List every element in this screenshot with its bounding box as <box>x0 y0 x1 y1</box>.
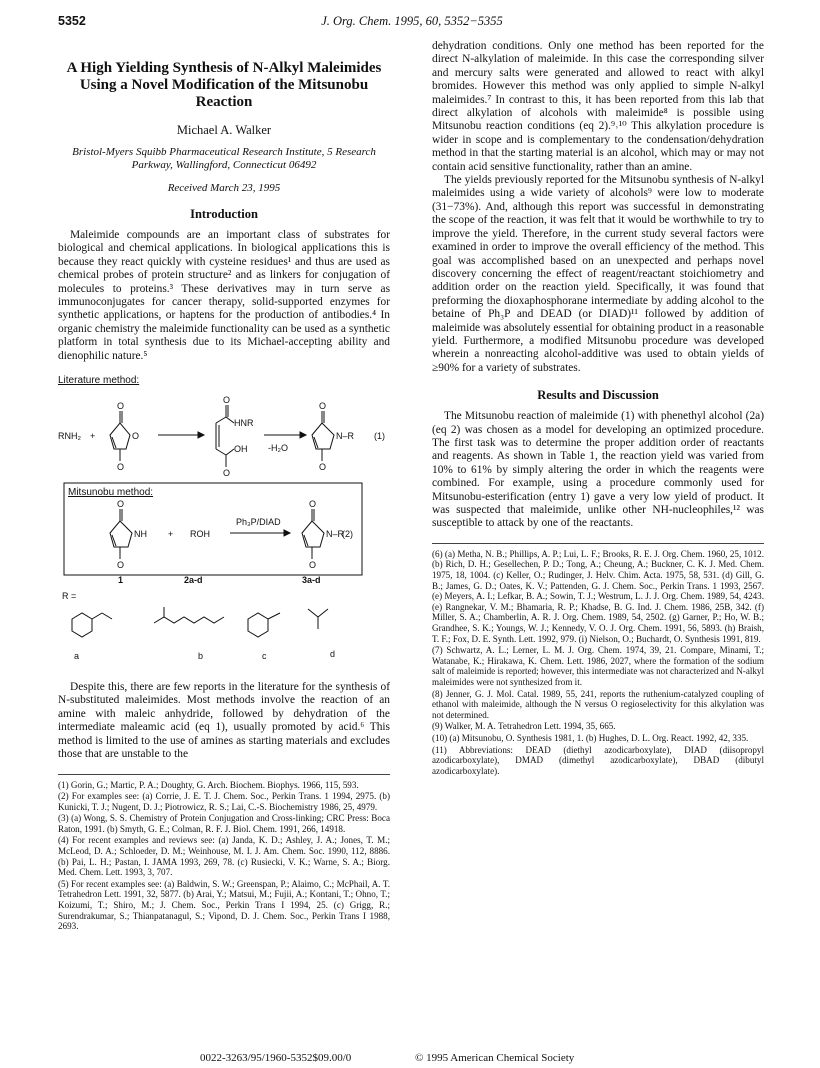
substituent-d <box>308 609 335 659</box>
oxygen-label: O <box>117 560 125 571</box>
oxygen-label: O <box>117 462 125 473</box>
compound-1-label: 1 <box>118 575 124 586</box>
right-column <box>432 40 764 777</box>
oxygen-label: O <box>117 401 125 412</box>
oxygen-label: O <box>132 431 140 442</box>
footnote: (7) Schwartz, A. L.; Lerner, L. M. J. Org. Chem. 1974, 39, 21. Compare, Minami, T.; Watanabe, K.; Hirakawa, K. Chem. Lett. 1986, 2027, where the formation of the sodium salt of maleimide is reported; however, this intermediate was not characterized and N-alkyl maleimides were not synthesized from it. <box>432 645 764 687</box>
footnote: (8) Jenner, G. J. Mol. Catal. 1989, 55, 241, reports the ruthenium-catalyzed coupling of ethanol with maleimide, although the N versus O regioselectivity for this alkylation was not determined. <box>432 688 764 720</box>
substituent-c-label: c <box>262 651 267 662</box>
mitsunobu-method-label: Mitsunobu method: <box>68 487 154 499</box>
plus-sign: + <box>90 431 96 442</box>
body-paragraph: The yields previously reported for the Mitsunobu synthesis of N-alkyl maleimides using a wide variety of alcohols⁹ were low to moderate (31−73%). And, although this report was successful in demonstrating the scope of the reaction, it was felt that it would be worthwhile to try to improve the yield. Therefore, in the current study several factors were examined in order to improve the overall efficiency of the method. This goal was accomplished based on an unexpected and perhaps novel discovery concerning the effect of reagent/reactant stoichiometry and addition order on the reaction yield. Specifically, it was found that preforming the dioxaphosphorane intermediate by adding alcohol to the betaine of Ph₃P and DEAD (or DIAD)¹¹ followed by addition of maleimide was absolutely essential for obtaining product in a reasonable yield. Furthermore, a modified Mitsunobu procedure was developed wherein a nonreacting alcohol-additive was used to obtain yields of ≥90% for a variety of substrates. <box>432 174 764 374</box>
footnote: (5) For recent examples see: (a) Baldwin, S. W.; Greenspan, P.; Alaimo, C.; McPhail, A. T. Tetrahedron Lett. 1991, 32, 5877. (b) Arai, Y.; Matsui, M.; Fujii, A.; Kontani, T.; Ohno, T.; Koizumi, T.; Shiro, M.; J. Chem. Soc., Perkin Trans I 1994, 25. (c) Grigg, R.; Surendrakumar, S.; Thianpatanagul, S.; Vipond, D. J. Chem. Soc., Perkin Trans I 1988, 2693. <box>58 878 390 932</box>
reaction-scheme <box>58 373 390 673</box>
maleic-anhydride-structure <box>110 401 139 472</box>
oh-label: OH <box>234 444 248 455</box>
footnote: (6) (a) Metha, N. B.; Phillips, A. P.; Lui, L. F.; Brooks, R. E. J. Org. Chem. 1960, 25, 1012. (b) Rich, D. H.; Gesellechen, P. D.; Tong, A.; Cheung, A.; Buckner, C. K. J. Med. Chem. 1975, 18, 1004. (c) Keller, O.; Rudinger, J. Helv. Chim. Acta. 1975, 58, 531. (d) Gill, G. B.; James, G. D.; Oates, K. V.; Pattenden, G. J. Chem. Soc., Perkin Trans. 1 1993, 2567. (e) Meyers, A. I.; Lefkar, B. A.; Sowin, T. J.; Westrum, L. J. J. Org. Chem. 1989, 54, 4243. (e) Rangnekar, V. M.; Bhamaria, R. P.; Khadse, B. G. Ind. J. Chem. 1986, 25B, 342. (f) Miller, S. A.; Chamberlin, A. R. J. Org. Chem. 1989, 54, 2502. (g) Garner, P.; Ho, W. B.; Grandhee, S. K.; Youngs, W. J.; Kennedy, V. O. J. Org. Chem. 1991, 56, 5893. (h) Braish, T. F.; Fox, D. E. Synth. Lett. 1992, 979. (i) Nielson, O.; Buchardt, O. Synthesis 1991, 819. <box>432 548 764 644</box>
journal-citation: J. Org. Chem. 1995, 60, 5352−5355 <box>321 14 503 28</box>
article-title: A High Yielding Synthesis of N-Alkyl Maleimides Using a Novel Modification of the Mitsunobu Reaction <box>66 60 382 110</box>
footnote: (4) For recent examples and reviews see: (a) Janda, K. D.; Ashley, J. A.; Jones, T. M.; McLeod, D. A.; Schloeder, D. M.; Weinhouse, M. I. J. Am. Chem. Soc. 1990, 112, 8886. (b) Pai, L. H.; Pastan, I. JAMA 1993, 269, 78. (c) Rusiecki, V. K.; Warne, S. A.; Biorg. Med. Chem. Lett. 1993, 3, 707. <box>58 835 390 878</box>
results-paragraph-1: The Mitsunobu reaction of maleimide (1) with phenethyl alcohol (2a) (eq 2) was chosen as a model for developing an optimized procedure. The first task was to determine the proper addition order of reactants and reagents. As shown in Table 1, the reaction yield was varied from 10% to 61% by simply altering the order in which the reagents were combined. For example, using a procedure commonly used for Mitsunobu-esterification (entry 1) gave a very low yield of product. It was suspected that maleimide, unlike other NH-nucleophiles,¹² was susceptible to attack by one of the reactants. <box>432 410 764 530</box>
oxygen-label: O <box>309 560 317 571</box>
substituent-c <box>248 613 280 661</box>
compound-2-label: 2a-d <box>184 575 203 586</box>
equation-2-number: (2) <box>342 529 353 540</box>
footnote: (3) (a) Wong, S. S. Chemistry of Protein Conjugation and Cross-linking; CRC Press: Boca Raton, 1991. (b) Smyth, G. E.; Colman, R. F. J. Biol. Chem. 1991, 266, 14918. <box>58 813 390 834</box>
product-maleimide-structure <box>302 499 345 570</box>
oxygen-label: O <box>117 499 125 510</box>
nh-label: NH <box>134 529 147 540</box>
literature-method-label: Literature method: <box>58 375 140 387</box>
compound-3-label: 3a-d <box>302 575 321 586</box>
rnh2-label: RNH₂ <box>58 431 81 442</box>
left-column <box>58 40 390 933</box>
n-r-label: N–R <box>326 529 345 540</box>
footnote: (9) Walker, M. A. Tetrahedron Lett. 1994, 35, 665. <box>432 721 616 732</box>
oxygen-label: O <box>309 499 317 510</box>
substituent-b-label: b <box>198 651 204 662</box>
footnote: (11) Abbreviations: DEAD (diethyl azodicarboxylate), DIAD (diisopropyl azodicarboxylate), DMAD (dimethyl azodicarboxylate), DBAD (dibutyl azodicarboxylate). <box>432 744 764 776</box>
substituent-a-label: a <box>74 651 80 662</box>
substituent-d-label: d <box>330 649 336 660</box>
oxygen-label: O <box>319 462 327 473</box>
copyright-notice: © 1995 American Chemical Society <box>415 1052 575 1064</box>
section-heading-results: Results and Discussion <box>537 388 659 403</box>
r-equals-label: R = <box>62 591 77 602</box>
author-name: Michael A. Walker <box>176 123 272 137</box>
n-r-label: N–R <box>336 431 355 442</box>
equation-1-number: (1) <box>374 431 385 442</box>
intro-paragraph-2: Despite this, there are few reports in the literature for the synthesis of N-substituted maleimides. Most methods involve the reaction of an amine with maleic anhydride, followed by dehydration of the intermediate maleamic acid (eq 1), usually promoted by acid.⁶ This method is limited to the use of amines as starting materials and excludes those that are unstable to the <box>58 681 390 761</box>
received-date: Received March 23, 1995 <box>167 182 281 194</box>
running-header <box>58 14 766 30</box>
footnotes-left <box>58 774 390 932</box>
footnote: (10) (a) Mitsunobu, O. Synthesis 1981, 1. (b) Hughes, D. L. Org. React. 1992, 42, 335. <box>432 732 749 743</box>
page-number: 5352 <box>58 14 86 28</box>
substituent-a <box>72 613 112 661</box>
plus-sign: + <box>168 529 174 540</box>
roh-label: ROH <box>190 529 210 540</box>
footnote: (2) For examples see: (a) Corrie, J. E. T. J. Chem. Soc., Perkin Trans. 1 1994, 2975. (b) Kunicki, T. J.; Nugent, D. J.; Piotrowicz, R. S.; Lai, C.-S. Biochemistry 1986, 25, 4979. <box>58 791 390 812</box>
oxygen-label: O <box>223 395 231 406</box>
oxygen-label: O <box>223 468 231 479</box>
mitsunobu-reagent-label: Ph₃P/DIAD <box>236 517 281 528</box>
maleamic-acid-structure <box>216 395 254 478</box>
oxygen-label: O <box>319 401 327 412</box>
substituent-b <box>154 607 224 661</box>
footnotes-right <box>432 543 764 776</box>
article-code: 0022-3263/95/1960-5352$09.00/0 <box>200 1052 352 1064</box>
hnr-label: HNR <box>234 418 254 429</box>
intro-paragraph-1: Maleimide compounds are an important class of substrates for biological and chemical applications. In biological applications this is because they react quickly with cysteine residues¹ and thus are used as chemical probes of protein structure² and as linkers for conjugation of molecules to proteins.³ These derivatives may in turn serve as immunoconjugates for cancer therapy, solid-supported enzymes for synthetic applications, or haptens for the production of antibodies.⁴ In organic chemistry the maleimide functionality can be used as a synthetic platform in total synthesis due to its Michael-accepting ability and dienophilic nature.⁵ <box>58 229 390 362</box>
maleimide-structure <box>110 499 147 570</box>
author-affiliation: Bristol-Myers Squibb Pharmaceutical Research Institute, 5 Research Parkway, Wallingford, Connecticut 06492 <box>72 146 376 171</box>
body-paragraph-continued: dehydration conditions. Only one method has been reported for the direct N-alkylation of maleimide. In this case the corresponding silver and mercury salts were generated and allowed to react with alkyl bromides. However this method was only applied to simple N-alkyl maleimides.⁷ In contrast to this, it has been reported from this lab that direct alkylation of alcohols with maleimide⁸ is possible using Mitsunobu reaction conditions (eq 2).⁹˒¹⁰ This alkylation procedure is wider in scope and is complementary to the condensation/dehydration method in that the starting material is an alcohol, which may or may not contain acid sensitive functionality, rather than an amine. <box>432 40 764 173</box>
n-alkyl-maleimide-structure <box>312 401 355 472</box>
minus-water-label: -H₂O <box>268 443 288 454</box>
section-heading-introduction: Introduction <box>190 207 258 221</box>
footnote: (1) Gorin, G.; Martic, P. A.; Doughty, G. Arch. Biochem. Biophys. 1966, 115, 593. <box>58 779 359 790</box>
